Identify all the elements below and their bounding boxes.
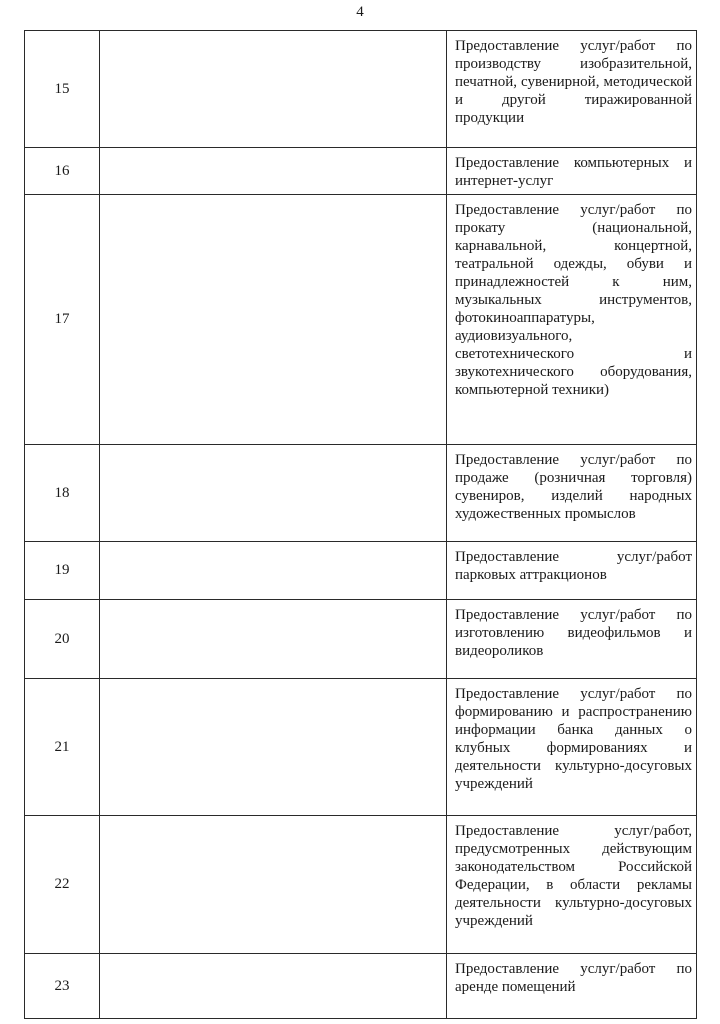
service-description: Предоставление услуг/работ по прокату (национальной, карнавальной, концертной, театральной одежды, обуви и принадлежностей к ним, музыкальных инструментов, фотокиноаппаратуры, аудиовизуального, светотехнического и звукотехнического оборудования, компьютерной техники) (447, 195, 697, 445)
table-row (25, 816, 697, 954)
empty-cell (100, 195, 447, 445)
row-number: 17 (25, 195, 100, 445)
table-row (25, 600, 697, 679)
row-number: 21 (25, 679, 100, 816)
service-description: Предоставление услуг/работ по изготовлению видеофильмов и видеороликов (447, 600, 697, 679)
service-description: Предоставление услуг/работ по продаже (розничная торговля) сувениров, изделий народных художественных промыслов (447, 445, 697, 542)
row-number: 23 (25, 954, 100, 1019)
service-description: Предоставление услуг/работ по аренде помещений (447, 954, 697, 1019)
services-table (24, 30, 697, 1019)
service-description: Предоставление услуг/работ парковых аттракционов (447, 542, 697, 600)
row-number: 15 (25, 31, 100, 148)
table-row (25, 679, 697, 816)
empty-cell (100, 816, 447, 954)
service-description: Предоставление услуг/работ по формированию и распространению информации банка данных о клубных формированиях и деятельности культурно-досуговых учреждений (447, 679, 697, 816)
empty-cell (100, 542, 447, 600)
row-number: 20 (25, 600, 100, 679)
table-row (25, 31, 697, 148)
row-number: 16 (25, 148, 100, 195)
empty-cell (100, 148, 447, 195)
table-row (25, 954, 697, 1019)
row-number: 19 (25, 542, 100, 600)
table-row (25, 148, 697, 195)
table-row (25, 195, 697, 445)
empty-cell (100, 31, 447, 148)
service-description: Предоставление услуг/работ по производству изобразительной, печатной, сувенирной, методической и другой тиражированной продукции (447, 31, 697, 148)
service-description: Предоставление компьютерных и интернет-услуг (447, 148, 697, 195)
empty-cell (100, 600, 447, 679)
service-description: Предоставление услуг/работ, предусмотренных действующим законодательством Российской Федерации, в области рекламы деятельности культурно-досуговых учреждений (447, 816, 697, 954)
empty-cell (100, 445, 447, 542)
row-number: 22 (25, 816, 100, 954)
table-row (25, 542, 697, 600)
page-number: 4 (356, 4, 364, 20)
empty-cell (100, 954, 447, 1019)
row-number: 18 (25, 445, 100, 542)
empty-cell (100, 679, 447, 816)
table-row (25, 445, 697, 542)
